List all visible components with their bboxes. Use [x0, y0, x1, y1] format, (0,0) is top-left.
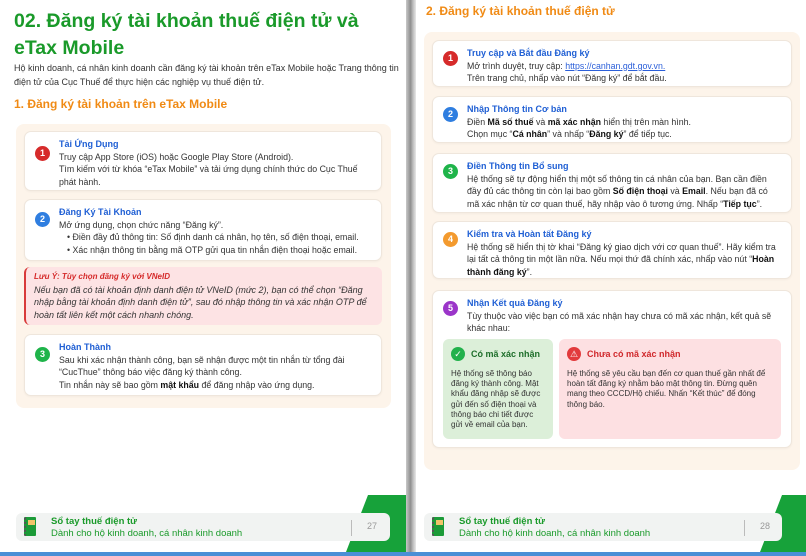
step-number-badge: 5	[443, 301, 458, 316]
warning-icon: ⚠	[567, 347, 581, 361]
bold-text: Hoàn thành đăng ký	[467, 254, 775, 277]
step-title: Đăng Ký Tài Khoản	[59, 207, 142, 217]
bold-text: Email	[682, 186, 706, 197]
canhan-gdt-link[interactable]: https://canhan.gdt.gov.vn.	[565, 60, 666, 71]
step-number-badge: 3	[35, 347, 50, 362]
step-card-2	[24, 199, 382, 261]
page-footer	[424, 513, 782, 541]
step-title: Điền Thông tin Bổ sung	[467, 161, 569, 171]
text-run: ” để tiếp tục.	[623, 129, 672, 140]
bold-text: Cá nhân	[512, 129, 548, 140]
bold-text: mật khẩu	[160, 379, 200, 390]
step-card-1	[432, 40, 792, 87]
text-run: . Nếu bạn đã có mã xác nhận từ cơ quan thuế, hãy nhập vào ô tương ứng. Nhấp “	[467, 186, 768, 209]
page-gutter	[406, 0, 416, 552]
step-number-badge: 1	[443, 51, 458, 66]
result-has-code	[443, 339, 553, 439]
page-number: 27	[367, 521, 378, 531]
text-run: ”.	[756, 198, 763, 209]
step-number-badge: 1	[35, 146, 50, 161]
bold-text: Số điện thoại	[612, 186, 668, 197]
text-run: để đăng nhập vào ứng dụng.	[199, 379, 315, 390]
step-text: Tùy thuộc vào việc bạn có mã xác nhận hay chưa có mã xác nhận, kết quả sẽ khác nhau:	[467, 310, 772, 334]
step-card-2	[432, 96, 792, 143]
section-heading-etax: 1. Đăng ký tài khoản trên eTax Mobile	[14, 97, 228, 111]
text-run: Chọn mục “	[467, 129, 513, 140]
page-number: 28	[760, 521, 771, 531]
bullet-item: • Xác nhận thông tin bằng mã OTP gửi qua tin nhắn điện thoại hoặc email.	[67, 244, 371, 257]
step-card-5	[432, 290, 792, 448]
text-run: ” và nhấp “	[547, 129, 590, 140]
result-no-code	[559, 339, 781, 439]
step-text	[467, 60, 781, 73]
note-text: Nếu bạn đã có tài khoản định danh điện tử VNeID (mức 2), bạn có thể chọn “Đăng nhập bằng tài khoản định danh điện tử”, sau đó nhập thông tin và xác nhận OTP để hoàn tất liên kết một cách nhanh chóng.	[34, 284, 367, 320]
step-card-4	[432, 221, 792, 279]
text-run: hiển thị trên màn hình.	[600, 116, 691, 127]
result-title: Có mã xác nhận	[471, 348, 541, 359]
step-title: Kiểm tra và Hoàn tất Đăng ký	[467, 229, 592, 239]
result-title: Chưa có mã xác nhận	[587, 348, 681, 359]
section-heading-tax-account: 2. Đăng ký tài khoản thuế điện tử	[426, 4, 615, 18]
intro-paragraph: Hộ kinh doanh, cá nhân kinh doanh cần đăng ký tài khoản trên eTax Mobile hoặc Trang thông tin điện tử của Cục Thuế để thực hiện các nghiệp vụ thuế điện tử.	[14, 63, 399, 87]
notebook-icon	[24, 517, 36, 536]
step-text	[59, 379, 371, 392]
step-title: Nhận Kết quả Đăng ký	[467, 298, 563, 308]
result-text: Hệ thống sẽ thông báo đăng ký thành công. Mật khẩu đăng nhập sẽ được gửi đến số điện thoại và thông báo chi tiết được gửi về email của bạn.	[451, 369, 541, 430]
page-footer	[16, 513, 390, 541]
step-title: Nhập Thông tin Cơ bản	[467, 104, 567, 114]
text-run: Hệ thống sẽ tự động hiển thị một số thông tin cá nhân của bạn. Bạn cần điền đầy đủ các thông tin còn lại bao gồm	[467, 173, 767, 197]
note-title: Lưu Ý: Tùy chọn đăng ký với VNeID	[34, 272, 170, 281]
step-number-badge: 2	[443, 107, 458, 122]
step-bullet-list	[59, 231, 371, 256]
step-text: Trên trang chủ, nhấp vào nút “Đăng ký” để bắt đầu.	[467, 73, 667, 84]
check-icon: ✓	[451, 347, 465, 361]
step-text: Tìm kiếm với từ khóa “eTax Mobile” và tải ứng dụng chính thức do Cục Thuế phát hành.	[59, 164, 358, 187]
page-title: 02. Đăng ký tài khoản thuế điện tử và eTax Mobile	[14, 10, 359, 59]
step-card-1	[24, 131, 382, 191]
text-run: và	[533, 116, 548, 127]
footer-divider	[744, 520, 745, 536]
bold-text: mã xác nhận	[547, 116, 601, 127]
notebook-icon	[432, 517, 444, 536]
footer-divider	[351, 520, 352, 536]
text-run: Hệ thống sẽ hiển thị tờ khai “Đăng ký giao dịch với cơ quan thuế”. Hãy kiểm tra lại tất cả thông tin một lần nữa. Nếu mọi thứ đã chính xác, nhấp vào nút “	[467, 241, 776, 265]
footer-subtitle: Dành cho hộ kinh doanh, cá nhân kinh doanh	[459, 528, 651, 539]
text-run: và	[667, 186, 683, 197]
bold-text: Mã số thuế	[487, 116, 534, 127]
etax-steps-panel	[16, 124, 391, 408]
text-run: Điền	[467, 116, 488, 127]
bullet-item: • Điền đầy đủ thông tin: Số định danh cá nhân, họ tên, số điện thoại, email.	[67, 231, 371, 244]
footer-title: Sổ tay thuế điện tử	[459, 516, 546, 527]
step-title: Truy cập và Bắt đầu Đăng ký	[467, 48, 590, 58]
step-text	[467, 173, 781, 211]
step-title: Hoàn Thành	[59, 342, 111, 352]
step-text	[467, 116, 781, 129]
text-run: ”.	[526, 266, 533, 277]
step-number-badge: 3	[443, 164, 458, 179]
text-run: Tin nhắn này sẽ bao gồm	[59, 379, 161, 390]
step-number-badge: 4	[443, 232, 458, 247]
vneid-note	[24, 267, 382, 325]
footer-subtitle: Dành cho hộ kinh doanh, cá nhân kinh doanh	[51, 528, 243, 539]
step-text	[467, 241, 781, 279]
step-text	[467, 128, 781, 141]
step-text: Mở ứng dụng, chọn chức năng “Đăng ký”.	[59, 219, 224, 230]
tax-account-steps-panel	[424, 32, 800, 470]
step-text: Sau khi xác nhận thành công, bạn sẽ nhận được một tin nhắn từ tổng đài “CucThue” thông báo việc đăng ký thành công.	[59, 354, 345, 378]
bold-text: Đăng ký	[589, 129, 624, 140]
result-text: Hệ thống sẽ yêu cầu bạn đến cơ quan thuế gần nhất để hoàn tất đăng ký nhằm bảo mật thông tin. Đừng quên mang theo CCCD/Hộ chiếu. Nhấn “Kết thúc” để đóng thông báo.	[567, 369, 766, 409]
window-bottom-edge	[0, 552, 806, 556]
step-card-3	[432, 153, 792, 213]
footer-title: Sổ tay thuế điện tử	[51, 516, 138, 527]
bold-text: Tiếp tục	[723, 198, 757, 209]
step-title: Tải Ứng Dụng	[59, 139, 119, 149]
text-run: Mở trình duyệt, truy cập:	[467, 60, 566, 71]
step-card-3	[24, 334, 382, 396]
page-28	[416, 0, 806, 552]
step-text: Truy cập App Store (iOS) hoặc Google Play Store (Android).	[59, 151, 294, 162]
step-number-badge: 2	[35, 212, 50, 227]
